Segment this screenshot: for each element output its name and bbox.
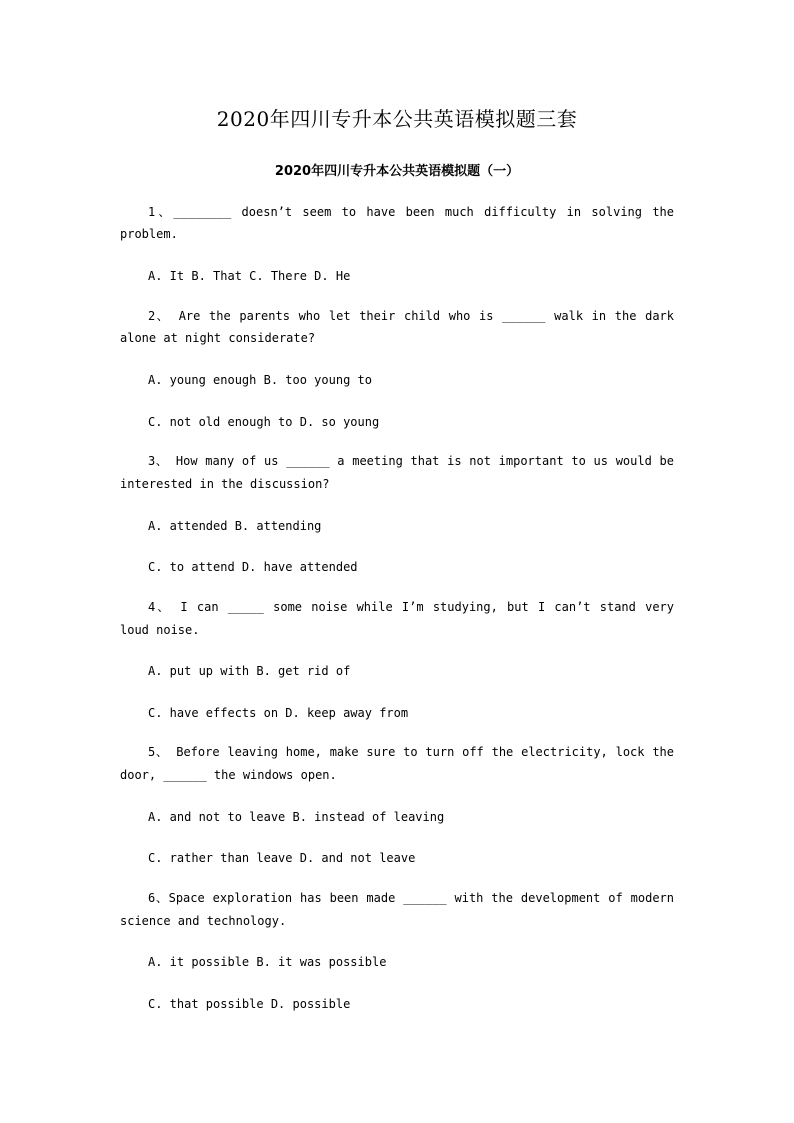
question-3-options-ab: A. attended B. attending <box>148 519 322 533</box>
question-4-text-cont: loud noise. <box>120 623 200 637</box>
question-1-text: 1、________ doesn’t seem to have been much difficulty in solving the <box>148 205 674 219</box>
question-5-text-cont: door, ______ the windows open. <box>120 768 337 782</box>
question-2-options-cd: C. not old enough to D. so young <box>148 415 380 429</box>
question-4-options-cd: C. have effects on D. keep away from <box>148 706 409 720</box>
question-6-text-cont: science and technology. <box>120 914 287 928</box>
question-1-text-cont: problem. <box>120 227 178 241</box>
question-4-text: 4、 I can _____ some noise while I’m studying, but I can’t stand very <box>148 600 674 614</box>
question-1-options: A. It B. That C. There D. He <box>148 269 351 283</box>
question-3-text-cont: interested in the discussion? <box>120 477 330 491</box>
question-5-text: 5、 Before leaving home, make sure to turn off the electricity, lock the <box>148 745 674 759</box>
question-3-text: 3、 How many of us ______ a meeting that is not important to us would be <box>148 454 674 468</box>
question-2-options-ab: A. young enough B. too young to <box>148 373 372 387</box>
question-3-options-cd: C. to attend D. have attended <box>148 560 358 574</box>
question-6-options-ab: A. it possible B. it was possible <box>148 955 387 969</box>
page-title: 2020年四川专升本公共英语模拟题三套 <box>216 107 578 131</box>
question-2-text: 2、 Are the parents who let their child who is ______ walk in the dark <box>148 309 674 323</box>
question-5-options-ab: A. and not to leave B. instead of leaving <box>148 810 445 824</box>
section-title: 2020年四川专升本公共英语模拟题（一） <box>274 164 520 179</box>
question-5-options-cd: C. rather than leave D. and not leave <box>148 851 416 865</box>
question-4-options-ab: A. put up with B. get rid of <box>148 664 351 678</box>
question-6-options-cd: C. that possible D. possible <box>148 997 351 1011</box>
question-6-text: 6、Space exploration has been made ______ with the development of modern <box>148 891 674 905</box>
question-2-text-cont: alone at night considerate? <box>120 331 316 345</box>
